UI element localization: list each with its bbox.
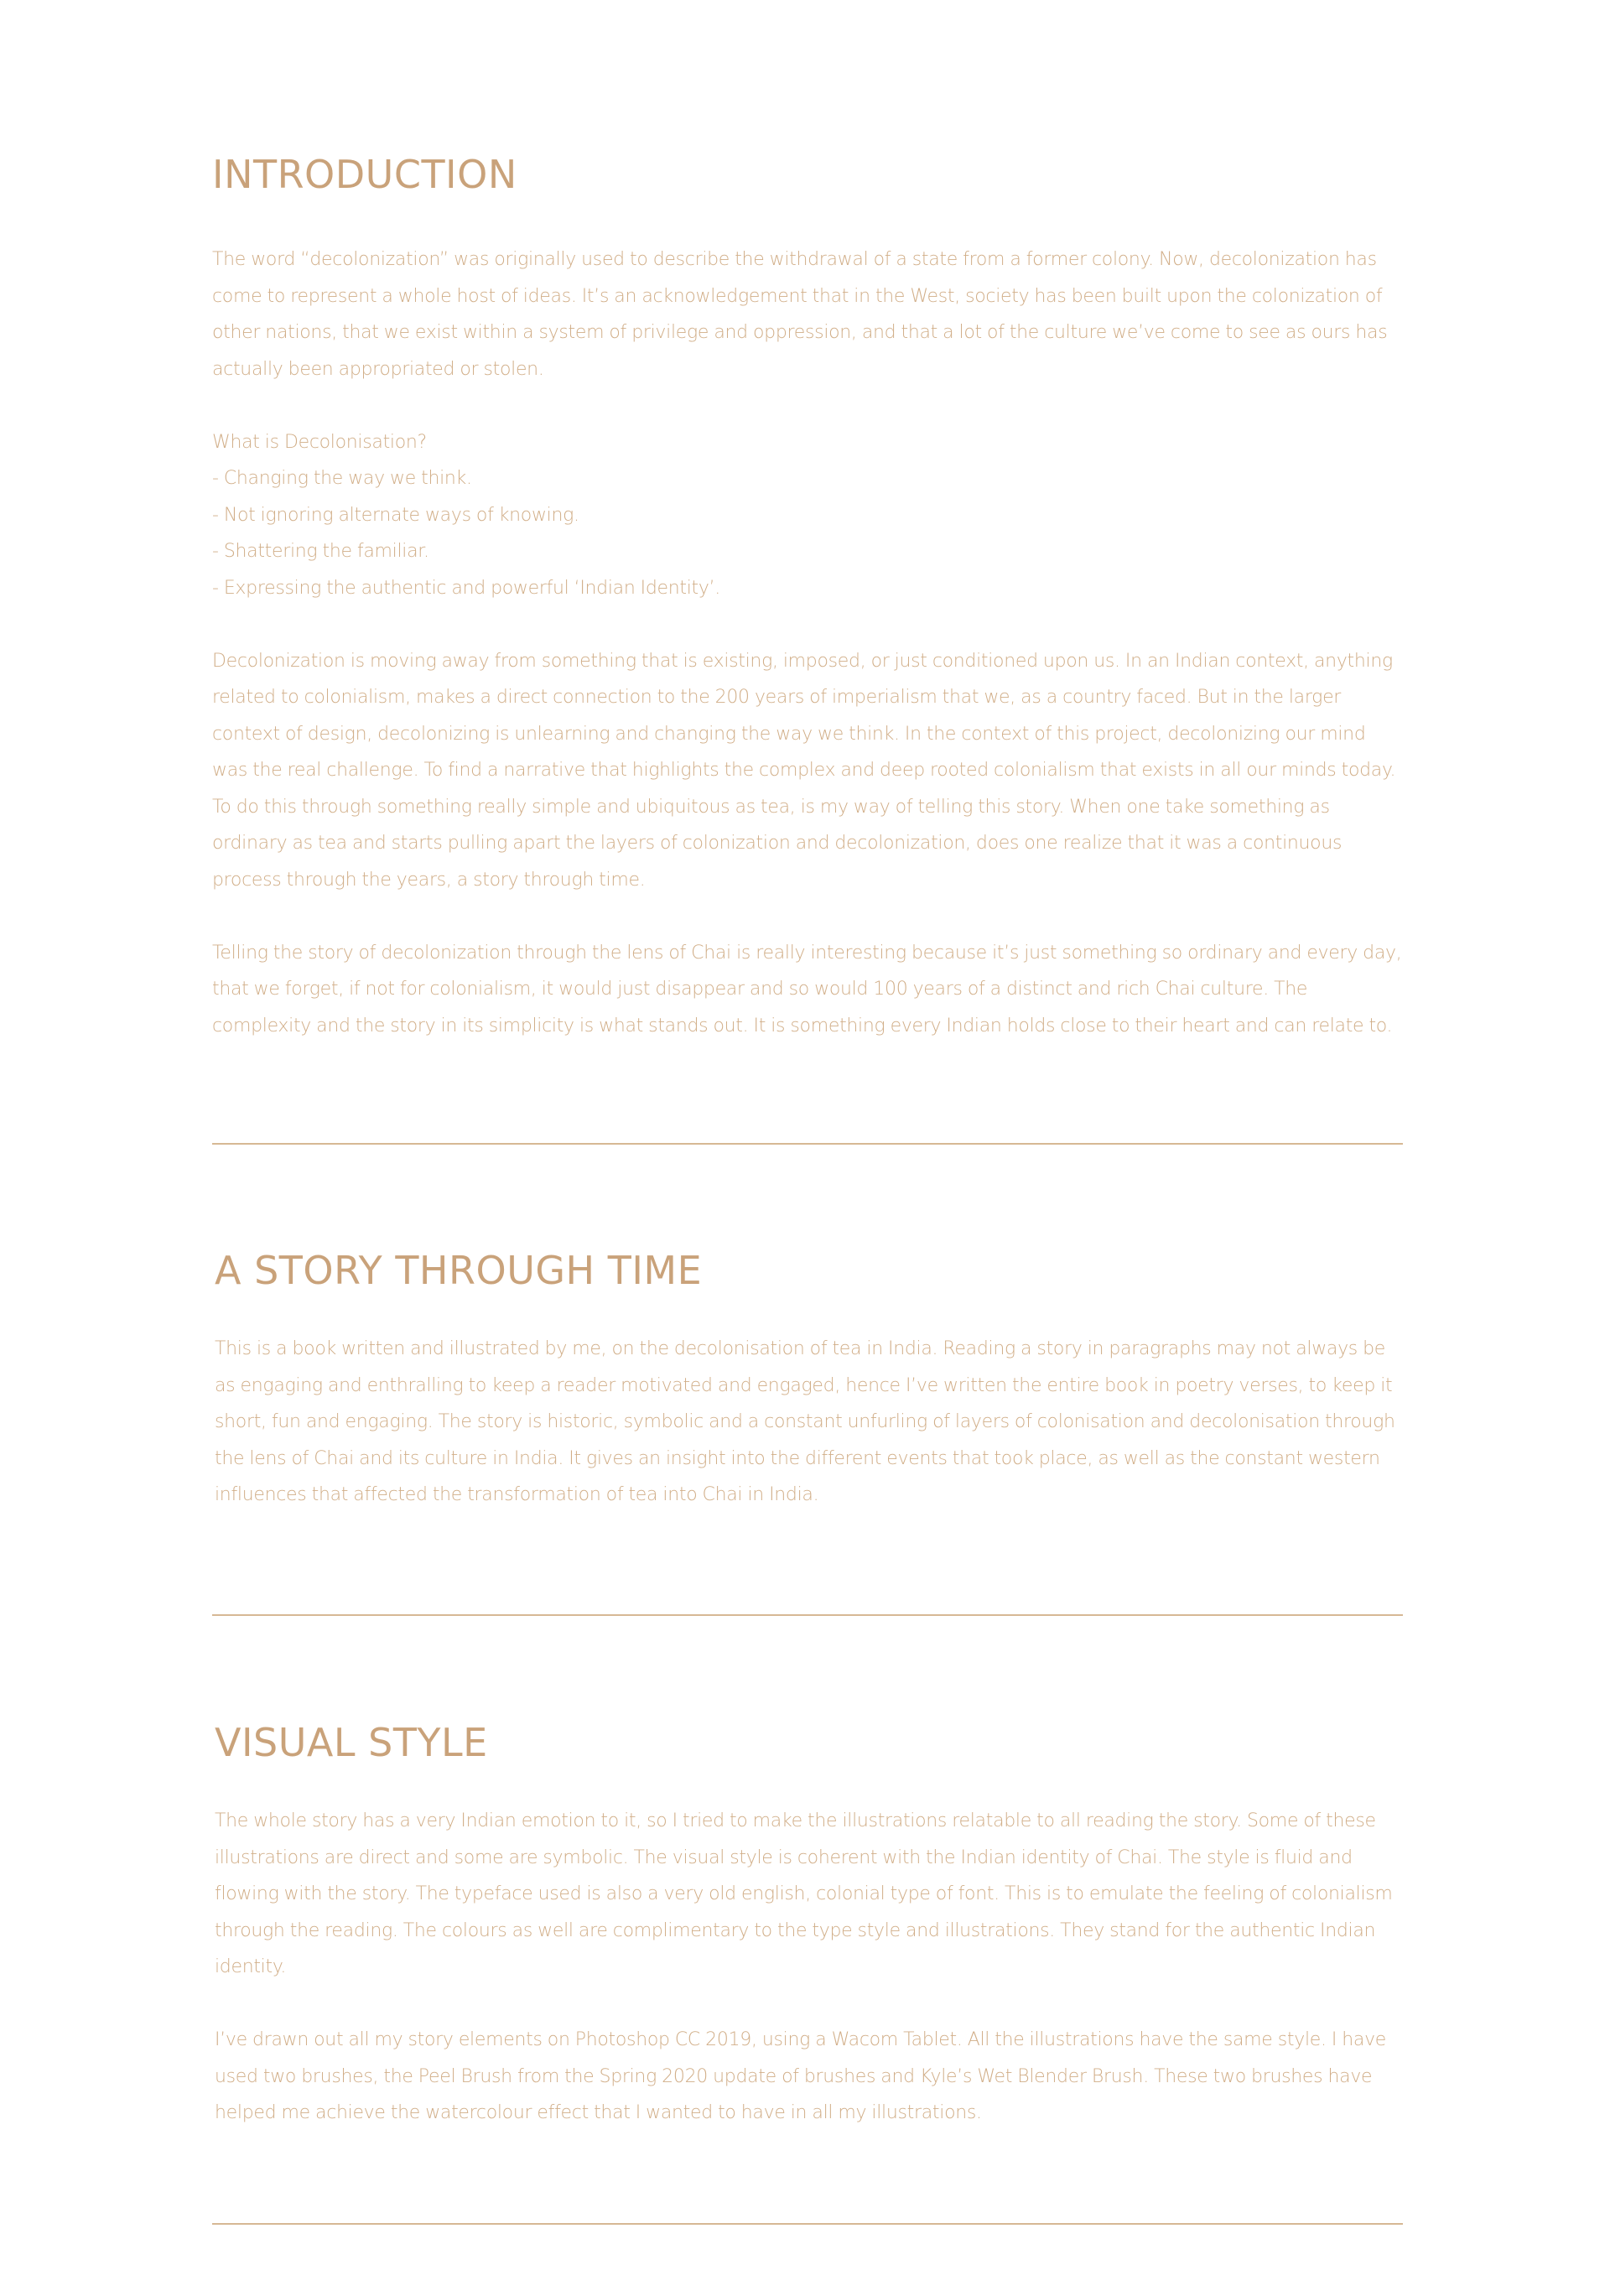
list-item: - Changing the way we think. (212, 468, 472, 489)
list-title: What is Decolonisation? (212, 431, 427, 453)
section-divider (212, 1614, 1403, 1616)
visual-style-heading: VISUAL STYLE (215, 1720, 488, 1765)
introduction-section (212, 152, 1403, 1044)
introduction-body (212, 242, 1403, 1044)
section-divider (212, 2223, 1403, 2225)
story-body (215, 1331, 1405, 1514)
introduction-heading: INTRODUCTION (212, 152, 517, 197)
list-item: - Expressing the authentic and powerful ‘Indian Identity’. (212, 577, 720, 599)
visual-style-body (215, 1803, 1405, 2132)
visual-style-paragraph-1: The whole story has a very Indian emotion to it, so I tried to make the illustrations relatable to all reading the story. Some of these illustrations are direct and some are symbolic. The visual style is coherent with the Indian identity of Chai. The style is fluid and flowing with the story. The typeface used is also a very old english, colonial type of font. This is to emulate the feeling of colonialism through the reading. The colours as well are complimentary to the type style and illustrations. They stand for the authentic Indian identity. (215, 1810, 1393, 1977)
list-item: - Not ignoring alternate ways of knowing. (212, 504, 579, 526)
story-paragraph-1: This is a book written and illustrated by me, on the decolonisation of tea in India. Reading a story in paragraphs may not always be as engaging and enthralling to keep a reader motivated and engaged, hence I’ve written the entire book in poetry verses, to keep it short, fun and engaging. The story is historic, symbolic and a constant unfurling of layers of colonisation and decolonisation through the lens of Chai and its culture in India. It gives an insight into the different events that took place, as well as the constant western influences that affected the transformation of tea into Chai in India. (215, 1338, 1395, 1505)
visual-style-paragraph-2: I’ve drawn out all my story elements on Photoshop CC 2019, using a Wacom Tablet. All the illustrations have the same style. I have used two brushes, the Peel Brush from the Spring 2020 update of brushes and Kyle’s Wet Blender Brush. These two brushes have helped me achieve the watercolour effect that I wanted to have in all my illustrations. (215, 2029, 1387, 2123)
decolonisation-list (212, 424, 1403, 607)
introduction-paragraph-1: The word “decolonization” was originally used to describe the withdrawal of a state from a former colony. Now, decolonization has come to represent a whole host of ideas. It’s an acknowledgement that in the West, society has been built upon the colonization of other nations, that we exist within a system of privilege and oppression, and that a lot of the culture we’ve come to see as ours has actually been appropriated or stolen. (212, 249, 1388, 380)
story-heading: A STORY THROUGH TIME (215, 1248, 703, 1293)
story-section (215, 1248, 1405, 1514)
section-divider (212, 1143, 1403, 1145)
introduction-paragraph-2: Decolonization is moving away from something that is existing, imposed, or just conditioned upon us. In an Indian context, anything related to colonialism, makes a direct connection to the 200 years of imperialism that we, as a country faced. But in the larger context of design, decolonizing is unlearning and changing the way we think. In the context of this project, decolonizing our mind was the real challenge. To find a narrative that highlights the complex and deep rooted colonialism that exists in all our minds today. To do this through something really simple and ubiquitous as tea, is my way of telling this story. When one take something as ordinary as tea and starts pulling apart the layers of colonization and decolonization, does one realize that it was a continuous process through the years, a story through time. (212, 650, 1396, 891)
visual-style-section (215, 1720, 1405, 2132)
introduction-paragraph-3: Telling the story of decolonization through the lens of Chai is really interesting because it’s just something so ordinary and every day, that we forget, if not for colonialism, it would just disappear and so would 100 years of a distinct and rich Chai culture. The complexity and the story in its simplicity is what stands out. It is something every Indian holds close to their heart and can relate to. (212, 942, 1402, 1036)
list-item: - Shattering the familiar. (212, 541, 429, 562)
